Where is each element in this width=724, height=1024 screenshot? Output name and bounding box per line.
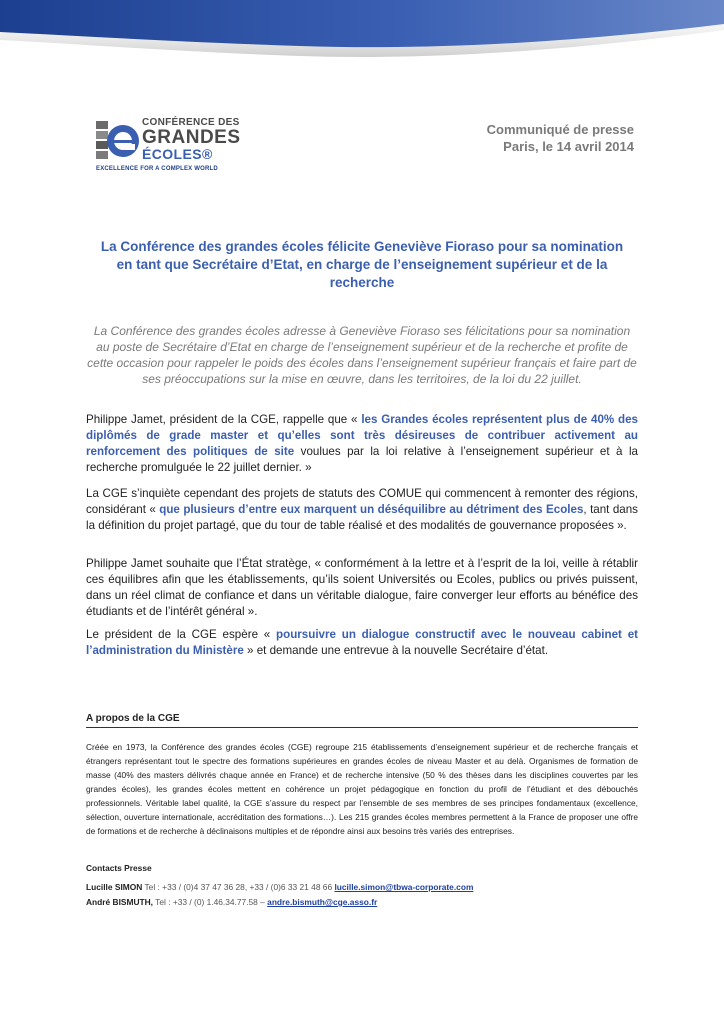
- press-label: Communiqué de presse: [486, 122, 634, 137]
- logo-tagline: EXCELLENCE FOR A COMPLEX WORLD: [96, 166, 218, 172]
- paragraph-4-highlight: poursuivre un dialogue constructif avec le nouveau cabinet et l’administration du Ministère: [86, 628, 638, 657]
- contact-name: André BISMUTH,: [86, 897, 153, 907]
- contact-name: Lucille SIMON: [86, 882, 143, 892]
- contacts-title: Contacts Presse: [86, 863, 152, 873]
- paragraph-3: Philippe Jamet souhaite que l’État stratège, « conformément à la lettre et à l’esprit de la loi, veille à rétablir ces équilibres afin que les établissements, qu’ils soient Universités ou Ecoles, publics ou privés puissent, dans un réel climat de confiance et dans un véritable dialogue, faire converger leur efforts au bénéfice des étudiants et de l’intérêt général ».: [86, 557, 638, 618]
- contact-email-link[interactable]: andre.bismuth@cge.asso.fr: [267, 897, 378, 907]
- header-banner: [0, 0, 724, 64]
- cge-logo-mark-icon: [93, 115, 141, 165]
- release-title: La Conférence des grandes écoles félicite Geneviève Fioraso pour sa nomination en tant que Secrétaire d’Etat, en charge de l’enseignement supérieur et de la recherche: [100, 239, 624, 290]
- paragraph-2-text-a: La CGE s’inquiète cependant des projets de statuts des COMUE qui commencent à remonter des régions, considérant «: [86, 487, 638, 516]
- about-divider: [86, 727, 638, 728]
- paragraph-1: [86, 412, 638, 476]
- cge-logo: [93, 115, 243, 177]
- about-text: Créée en 1973, la Conférence des grandes écoles (CGE) regroupe 215 établissements d’enseignement supérieur et de recherche français et étrangers représentant tout le spectre des formations supérieures en grandes écoles de niveau Master et au delà. Organismes de formation de masse (40% des masters délivrés chaque année en France) et de recherche intensive (50 % des thèses dans les disciplines couvertes par les grandes écoles), les grandes écoles mettent en cohérence un projet pédagogique en fonction du profil de l’étudiant et des débouchés professionnels. Véritable label qualité, la CGE s’assure du respect par l’ensemble de ses membres de ses principes fondamentaux (excellence, sélection, ouverture internationale, accréditation des formations…). Les 215 grandes écoles membres permettent à la France de proposer une offre de formations et de recherche à déclinaisons multiples et de répondre ainsi aux besoins très variés des entreprises.: [86, 742, 638, 836]
- paragraph-2: [86, 486, 638, 534]
- about-title: A propos de la CGE: [86, 713, 180, 724]
- contact-phone: Tel : +33 / (0)4 37 47 36 28, +33 / (0)6 33 21 48 66: [142, 882, 335, 892]
- press-header: [487, 121, 634, 155]
- paragraph-4: [86, 627, 638, 659]
- logo-line-1: CONFÉRENCE DES: [142, 117, 240, 128]
- paragraph-1-highlight: les Grandes écoles représentent plus de 40% des diplômés de grade master et qu’elles sont très désireuses de contribuer activement au renforcement des politiques de site: [86, 413, 638, 458]
- release-lead: La Conférence des grandes écoles adresse à Geneviève Fioraso ses félicitations pour sa nomination au poste de Secrétaire d’Etat en charge de l’enseignement supérieur et de la recherche et profite de cette occasion pour rappeler le poids des écoles dans l’enseignement supérieur français et faire part de ses préoccupations sur la mise en œuvre, dans les territoires, de la loi du 22 juillet.: [87, 324, 637, 386]
- paragraph-2-text-b: , tant dans la définition du projet partagé, que du tour de table réalisé et des modalités de gouvernance proposées ».: [86, 503, 638, 532]
- paragraph-1-text-a: Philippe Jamet, président de la CGE, rappelle que «: [86, 413, 362, 426]
- press-date: Paris, le 14 avril 2014: [503, 139, 634, 154]
- logo-line-2: GRANDES: [142, 127, 241, 148]
- paragraph-4-text-b: » et demande une entrevue à la nouvelle Secrétaire d’état.: [243, 644, 549, 657]
- paragraph-2-highlight: que plusieurs d’entre eux marquent un déséquilibre au détriment des Ecoles: [159, 503, 584, 516]
- contact-item: [86, 881, 473, 893]
- contact-item: [86, 896, 377, 908]
- paragraph-4-text-a: Le président de la CGE espère «: [86, 628, 277, 641]
- logo-line-3: ÉCOLES®: [142, 146, 213, 162]
- paragraph-1-text-b: voulues par la loi relative à l’enseignement supérieur et à la recherche promulguée le 22 juillet dernier. »: [86, 445, 638, 474]
- contact-phone: Tel : +33 / (0) 1.46.34.77.58 –: [153, 897, 268, 907]
- contact-email-link[interactable]: lucille.simon@tbwa-corporate.com: [334, 882, 474, 892]
